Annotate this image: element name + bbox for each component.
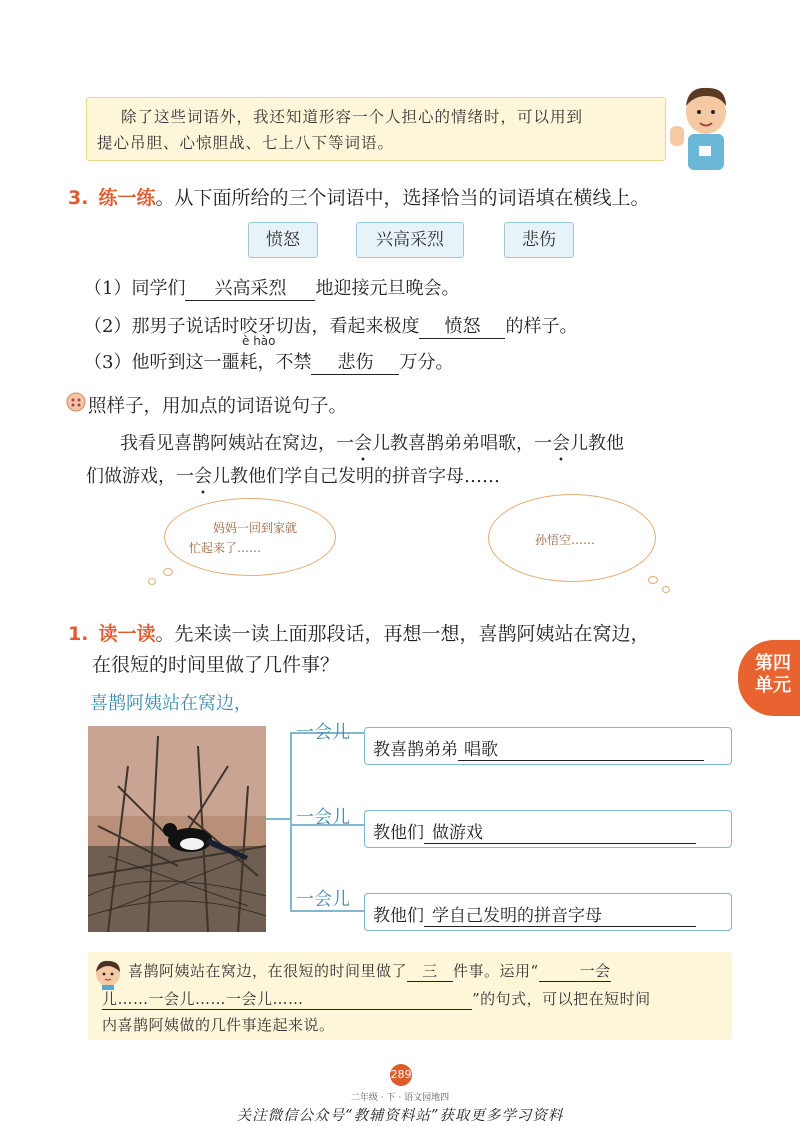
bubble-tail-dot bbox=[148, 578, 156, 585]
unit-tab bbox=[738, 640, 800, 716]
branch-box-1 bbox=[364, 727, 732, 765]
diagram-lead-text: 喜鹊阿姨站在窝边， bbox=[90, 693, 252, 714]
bubble-1-line-2: 忙起来了…… bbox=[189, 541, 262, 555]
summary-box bbox=[88, 952, 732, 1040]
bubble-tail-dot bbox=[163, 568, 173, 576]
exercise3-instruction: 。从下面所给的三个词语中，选择恰当的词语填在横线上。 bbox=[155, 187, 650, 209]
exercise3-title: 练一练 bbox=[98, 187, 156, 209]
summary-blank-phrase[interactable]: 一会 bbox=[539, 960, 611, 982]
answer-blank[interactable]: 兴高采烈 bbox=[185, 274, 315, 301]
branch-answer-blank[interactable]: 唱歌 bbox=[458, 735, 704, 761]
summary-line-1 bbox=[128, 960, 611, 982]
tip-box bbox=[86, 97, 666, 161]
paragraph-text: 们做游戏， bbox=[86, 466, 176, 487]
branch-answer-blank[interactable]: 学自己发明的拼音字母 bbox=[424, 901, 696, 927]
exercise1-line-1: 。先来读一读上面那段话，再想一想，喜鹊阿姨站在窝边， bbox=[155, 623, 650, 645]
branch-box-content bbox=[373, 818, 696, 844]
paragraph-text: 教喜鹊弟弟唱歌， bbox=[390, 433, 534, 454]
tip-line-2: 提心吊胆、心惊胆战、七上八下等词语。 bbox=[97, 134, 395, 152]
thought-bubble-1 bbox=[164, 498, 336, 576]
bubble-2-text: 孙悟空…… bbox=[535, 533, 596, 547]
question-number: （3） bbox=[84, 352, 132, 373]
question-number: （1） bbox=[84, 278, 132, 299]
question-text: ，不禁 bbox=[257, 352, 312, 373]
ruby-word: 噩耗 bbox=[221, 352, 258, 373]
question-text: 他听到这一 bbox=[131, 352, 222, 373]
summary-line-2 bbox=[102, 988, 651, 1010]
footer-watermark: 关注微信公众号“教辅资料站”获取更多学习资料 bbox=[236, 1108, 564, 1124]
unit-tab-line-1: 第四 bbox=[755, 653, 791, 674]
question-text: 那男子说话时咬牙切齿，看起来极度 bbox=[131, 316, 420, 337]
speaking-title: 照样子，用加点的词语说句子。 bbox=[88, 396, 348, 417]
example-paragraph-line-1 bbox=[120, 429, 624, 455]
branch-box-2 bbox=[364, 810, 732, 848]
boy-illustration bbox=[666, 82, 746, 172]
branch-label-1: 一会儿 bbox=[296, 722, 350, 743]
answer-blank[interactable]: 悲伤 bbox=[311, 348, 399, 375]
question-1 bbox=[84, 274, 459, 301]
bubble-tail-dot bbox=[648, 576, 658, 584]
pinyin-annotation: è hào bbox=[242, 334, 276, 348]
question-text: 万分。 bbox=[399, 352, 454, 373]
branch-label-2: 一会儿 bbox=[296, 807, 350, 828]
dotted-phrase: 一会儿 bbox=[176, 466, 230, 487]
summary-text: ”的句式，可以把在短时间 bbox=[472, 990, 651, 1008]
example-paragraph-line-2 bbox=[86, 462, 500, 488]
question-text: 地迎接元旦晚会。 bbox=[315, 278, 460, 299]
paragraph-text: 教他 bbox=[588, 433, 624, 454]
bubble-1-line-1: 妈妈一回到家就 bbox=[213, 521, 298, 535]
dotted-phrase: 一会儿 bbox=[336, 433, 390, 454]
magpie-photo bbox=[88, 726, 266, 932]
question-text: 的样子。 bbox=[505, 316, 578, 337]
exercise1-heading bbox=[68, 619, 650, 646]
summary-blank-count[interactable]: 三 bbox=[407, 960, 453, 982]
thought-bubble-2 bbox=[488, 494, 656, 582]
summary-line-3: 内喜鹊阿姨做的几件事连起来说。 bbox=[102, 1016, 335, 1034]
girl-avatar-icon bbox=[94, 960, 122, 990]
word-option-3: 悲伤 bbox=[504, 222, 574, 258]
grade-line: 二年级 · 下 · 语文园地四 bbox=[350, 1093, 450, 1103]
tree-connector bbox=[266, 818, 292, 820]
summary-blank-phrase-cont[interactable]: 儿……一会儿……一会儿…… bbox=[102, 988, 472, 1010]
branch-prefix: 教他们 bbox=[373, 906, 424, 926]
question-2 bbox=[84, 312, 577, 339]
exercise1-line-2: 在很短的时间里做了几件事？ bbox=[92, 654, 340, 676]
branch-answer-blank[interactable]: 做游戏 bbox=[424, 818, 696, 844]
word-option-2: 兴高采烈 bbox=[356, 222, 464, 258]
exercise1-number: 1. bbox=[68, 623, 89, 645]
summary-text: 喜鹊阿姨站在窝边，在很短的时间里做了 bbox=[128, 962, 408, 980]
exercise3-number: 3. bbox=[68, 187, 89, 209]
question-text: 同学们 bbox=[131, 278, 186, 299]
branch-prefix: 教喜鹊弟弟 bbox=[373, 740, 458, 760]
word-option-1: 愤怒 bbox=[248, 222, 318, 258]
paragraph-text: 教他们学自己发明的拼音字母…… bbox=[230, 466, 500, 487]
branch-box-content bbox=[373, 901, 696, 927]
branch-label-3: 一会儿 bbox=[296, 889, 350, 910]
dotted-phrase: 一会儿 bbox=[534, 433, 588, 454]
exercise3-heading bbox=[68, 183, 650, 210]
branch-prefix: 教他们 bbox=[373, 823, 424, 843]
bubble-tail-dot bbox=[662, 586, 670, 593]
question-number: （2） bbox=[84, 316, 132, 337]
speaking-icon bbox=[66, 392, 86, 412]
question-3 bbox=[84, 348, 453, 375]
page-number: 289 bbox=[390, 1064, 412, 1086]
tip-line-1: 除了这些词语外，我还知道形容一个人担心的情绪时，可以用到 bbox=[121, 108, 584, 126]
summary-text: 件事。运用“ bbox=[453, 962, 539, 980]
unit-tab-line-2: 单元 bbox=[755, 675, 791, 696]
branch-box-3 bbox=[364, 893, 732, 931]
paragraph-text: 我看见喜鹊阿姨站在窝边， bbox=[120, 433, 336, 454]
answer-blank[interactable]: 愤怒 bbox=[419, 312, 505, 339]
branch-box-content bbox=[373, 735, 704, 761]
tree-trunk bbox=[290, 732, 292, 912]
exercise1-title: 读一读 bbox=[98, 623, 156, 645]
